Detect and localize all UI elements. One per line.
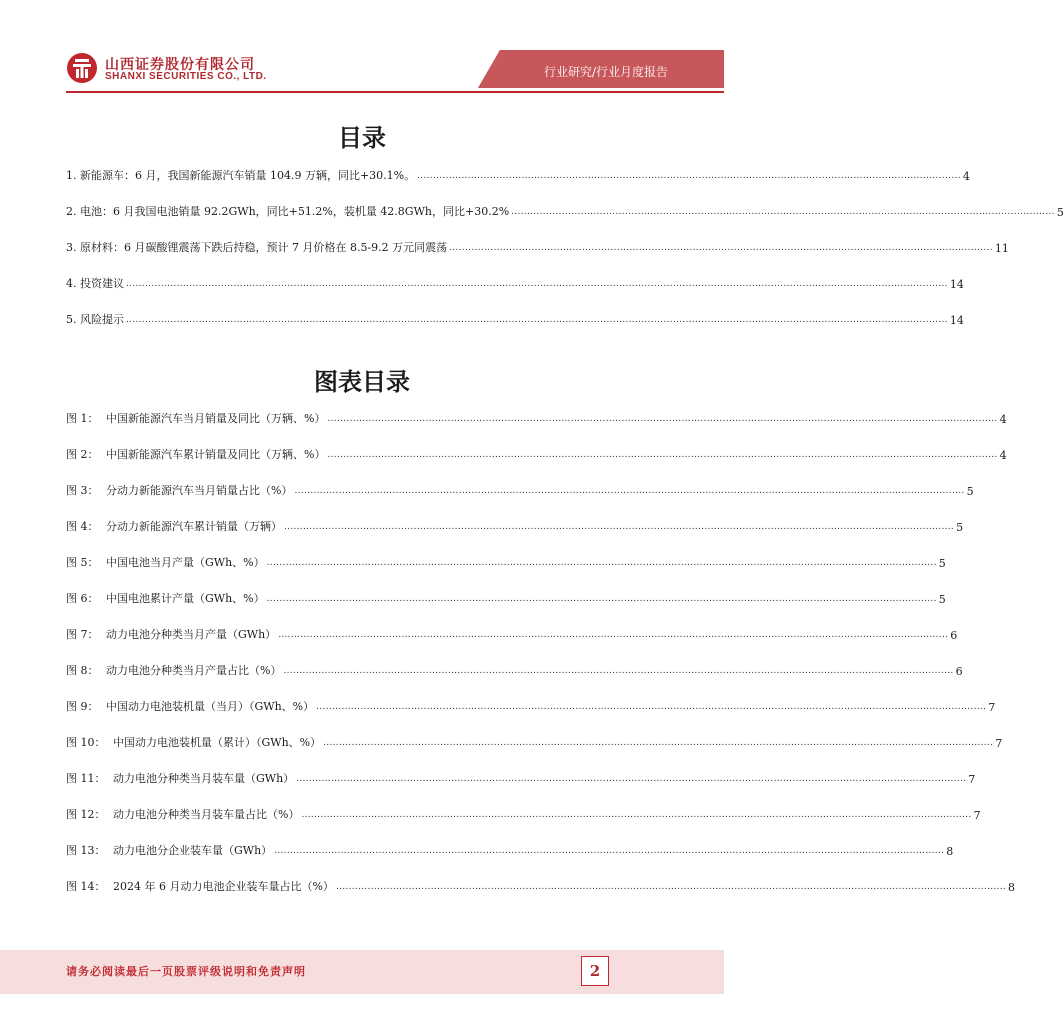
figure-page: 7: [968, 773, 976, 786]
figure-number: 图 13：: [66, 844, 106, 857]
toc-entry-label: 4. 投资建议: [66, 277, 124, 290]
company-name-en: SHANXI SECURITIES CO., LTD.: [105, 71, 267, 82]
figure-number: 图 10：: [66, 736, 106, 749]
toc-entry[interactable]: [66, 165, 970, 183]
report-type-label: 行业研究/行业月度报告: [543, 65, 668, 79]
figure-toc-entry[interactable]: [66, 552, 946, 570]
page-header: [0, 0, 724, 100]
figure-number: 图 14：: [66, 880, 106, 893]
figure-toc-entry[interactable]: [66, 480, 974, 498]
toc-leader-dots: ....................................................................................................................................................................................................................................................................: [126, 315, 948, 325]
figure-page: 4: [999, 413, 1007, 426]
figure-page: 8: [946, 845, 954, 858]
figure-number: 图 2：: [66, 448, 99, 461]
toc-leader-dots: ....................................................................................................................................................................................................................................................................: [126, 279, 948, 289]
toc-leader-dots: ....................................................................................................................................................................................................................: [284, 522, 955, 532]
figure-page: 7: [995, 737, 1003, 750]
figure-page: 5: [966, 485, 974, 498]
toc-leader-dots: ............................................................................................................................................................................: [511, 207, 1055, 217]
figure-toc-entry[interactable]: [66, 660, 963, 678]
figure-title: 中国动力电池装机量（累计）（GWh、%）: [113, 736, 322, 749]
figure-toc-entry[interactable]: [66, 516, 964, 534]
figure-number: 图 9：: [66, 700, 99, 713]
toc-leader-dots: ....................................................................................................................................................................................................................: [296, 774, 967, 784]
figure-page: 8: [1008, 881, 1016, 894]
toc-entry-label: 2. 电池：6 月我国电池销量 92.2GWh，同比+51.2%，装机量 42.8GWh，同比+30.2%: [66, 205, 510, 218]
toc-entry-page: 5: [1056, 206, 1064, 219]
figure-page: 5: [938, 557, 946, 570]
toc-entry[interactable]: [66, 309, 964, 327]
figure-toc-entry[interactable]: [66, 624, 958, 642]
figure-title: 中国电池当月产量（GWh、%）: [106, 556, 265, 569]
figure-toc-entry[interactable]: [66, 840, 954, 858]
figure-toc-title: 图表目录: [314, 367, 410, 396]
toc-leader-dots: ....................................................................................................................................................................................................................: [274, 846, 945, 856]
disclaimer-text: 请务必阅读最后一页股票评级说明和免责声明: [66, 965, 306, 978]
figure-title: 动力电池分种类当月装车量占比（%）: [113, 808, 300, 821]
figure-number: 图 8：: [66, 664, 99, 677]
figure-page: 7: [988, 701, 996, 714]
figure-title: 中国新能源汽车当月销量及同比（万辆、%）: [106, 412, 326, 425]
toc-leader-dots: ....................................................................................................................................................................................................................: [278, 630, 949, 640]
figure-title: 动力电池分种类当月产量（GWh）: [106, 628, 277, 641]
company-logo-icon: [66, 52, 98, 84]
toc-leader-dots: ............................................................................................................................................................................: [449, 243, 993, 253]
figure-toc-entry[interactable]: [66, 768, 976, 786]
figure-toc-entry[interactable]: [66, 876, 1016, 894]
toc-entry-label: 1. 新能源车：6 月，我国新能源汽车销量 104.9 万辆，同比+30.1%。: [66, 169, 416, 182]
toc-leader-dots: ....................................................................................................................................................................................................................: [283, 666, 954, 676]
figure-title: 中国动力电池装机量（当月）（GWh、%）: [106, 700, 315, 713]
header-band: [0, 0, 724, 100]
figure-toc-entry[interactable]: [66, 732, 1003, 750]
figure-page: 6: [950, 629, 958, 642]
toc-leader-dots: ............................................................................................................................................................................: [417, 171, 961, 181]
toc-leader-dots: ....................................................................................................................................................................................................................: [327, 450, 998, 460]
figure-number: 图 1：: [66, 412, 99, 425]
toc-entry-page: 11: [994, 242, 1009, 255]
figure-title: 2024 年 6 月动力电池企业装车量占比（%）: [113, 880, 334, 893]
figure-toc-entry[interactable]: [66, 588, 946, 606]
figure-toc-entry[interactable]: [66, 444, 1007, 462]
toc-leader-dots: ....................................................................................................................................................................................................................: [327, 414, 998, 424]
figure-number: 图 5：: [66, 556, 99, 569]
page-number: 2: [581, 956, 609, 986]
toc-leader-dots: ....................................................................................................................................................................................................................: [266, 594, 937, 604]
toc-leader-dots: ....................................................................................................................................................................................................................: [323, 738, 994, 748]
company-name-cn: 山西证券股份有限公司: [105, 57, 255, 73]
figure-title: 中国新能源汽车累计销量及同比（万辆、%）: [106, 448, 326, 461]
figure-page: 6: [955, 665, 963, 678]
figure-number: 图 6：: [66, 592, 99, 605]
toc-entry[interactable]: [66, 237, 1009, 255]
figure-page: 7: [973, 809, 981, 822]
toc-entry-page: 14: [949, 314, 964, 327]
toc-leader-dots: ....................................................................................................................................................................................................................: [335, 882, 1007, 892]
figure-number: 图 12：: [66, 808, 106, 821]
figure-title: 分动力新能源汽车累计销量（万辆）: [106, 520, 282, 533]
figure-number: 图 3：: [66, 484, 99, 497]
toc-entry[interactable]: [66, 273, 964, 291]
toc-entry-page: 14: [949, 278, 964, 291]
figure-title: 中国电池累计产量（GWh、%）: [106, 592, 265, 605]
figure-title: 分动力新能源汽车当月销量占比（%）: [106, 484, 293, 497]
figure-page: 4: [999, 449, 1007, 462]
toc-leader-dots: ....................................................................................................................................................................................................................: [316, 702, 987, 712]
toc-leader-dots: ....................................................................................................................................................................................................................: [266, 558, 937, 568]
toc-entry-label: 3. 原材料：6 月碳酸锂震荡下跌后持稳，预计 7 月价格在 8.5-9.2 万元同震荡: [66, 241, 448, 254]
figure-number: 图 7：: [66, 628, 99, 641]
figure-toc-entry[interactable]: [66, 696, 996, 714]
figure-title: 动力电池分种类当月产量占比（%）: [106, 664, 282, 677]
figure-title: 动力电池分种类当月装车量（GWh）: [113, 772, 295, 785]
toc-entry-label: 5. 风险提示: [66, 313, 124, 326]
toc-leader-dots: ....................................................................................................................................................................................................................: [301, 810, 972, 820]
figure-page: 5: [956, 521, 964, 534]
toc-entry[interactable]: [66, 201, 1064, 219]
figure-number: 图 4：: [66, 520, 99, 533]
figure-number: 图 11：: [66, 772, 106, 785]
figure-toc-entry[interactable]: [66, 804, 981, 822]
toc-leader-dots: ....................................................................................................................................................................................................................: [294, 486, 965, 496]
toc-title: 目录: [338, 123, 386, 152]
figure-toc-entry[interactable]: [66, 408, 1007, 426]
toc-entry-page: 4: [962, 170, 970, 183]
figure-page: 5: [938, 593, 946, 606]
figure-title: 动力电池分企业装车量（GWh）: [113, 844, 273, 857]
